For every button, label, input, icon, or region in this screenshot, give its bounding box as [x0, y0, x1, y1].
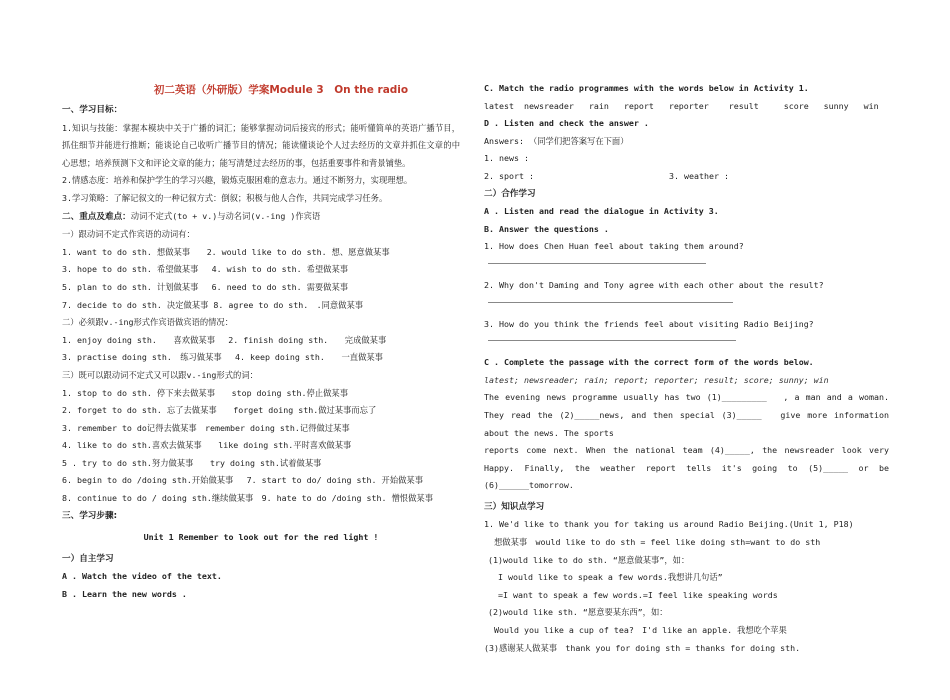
list-item: 4. like to do sth.喜欢去做某事 like doing sth.平时喜欢做某事 [62, 440, 352, 451]
goal-3: 3.学习策略：了解记叙文的一种记叙方式：倒叙；积极与他人合作，共同完成学习任务。 [62, 192, 388, 203]
left-column [62, 80, 460, 604]
question-3: 3. How do you think the friends feel about visiting Radio Beijing? [484, 318, 814, 329]
goal-1: 1.知识与技能：掌握本模块中关于广播的词汇；能够掌握动词后接宾的形式；能听懂简单的英语广播节目，抓住细节并能进行推断；能谈论自己收听广播节目的情况；能读懂谈论个人过去经历的文章并抓住文章的中心思想；培养预测下文和评论文章的能力；能写清楚过去经历的事，包括重要事件和背景铺垫。 [62, 122, 460, 168]
coop-task-c: C . Complete the passage with the correct form of the words below. [484, 357, 814, 368]
key-points-heading: 二、重点及难点： [62, 211, 131, 222]
right-column [484, 80, 889, 657]
knowledge-line: (1)would like to do sth. “愿意做某事”，如： [488, 554, 690, 565]
cooperative-heading: 二）合作学习 [484, 188, 536, 199]
word-list-2: latest; newsreader; rain; report; reporter; result; score; sunny; win [484, 374, 829, 385]
knowledge-line: (2)would like sth. “愿意要某东西”，如： [488, 607, 668, 618]
list-item: 5. plan to do sth. 计划做某事 6. need to do sth. 需要做某事 [62, 281, 349, 292]
list-item: 7. decide to do sth. 决定做某事 8. agree to do sth. .同意做某事 [62, 299, 364, 310]
answer-weather: 3. weather : [669, 170, 729, 181]
knowledge-line: 想做某事 would like to do sth = feel like doing sth=want to do sth [494, 537, 821, 548]
coop-task-a: A . Listen and read the dialogue in Activity 3. [484, 206, 719, 217]
list-item: 1. stop to do sth. 停下来去做某事 stop doing sth.停止做某事 [62, 387, 348, 398]
document-title: 初二英语（外研版）学案Module 3 On the radio [153, 84, 409, 96]
knowledge-line: 1. We'd like to thank you for taking us around Radio Beijing.(Unit 1, P18) [484, 519, 854, 530]
passage-part-1: The evening news programme usually has two (1)_________ , a man and a woman. They read the (2)_____news, and then special (3)_____ give more information about the news. The sports [484, 392, 889, 438]
list-item: 1. want to do sth. 想做某事 2. would like to do sth. 想、愿意做某事 [62, 246, 390, 257]
answer-sport: 2. sport : [484, 170, 534, 181]
unit-title: Unit 1 Remember to look out for the red light ! [143, 532, 379, 543]
sub-heading-infinitive: 一）跟动词不定式作宾语的动词有： [62, 229, 195, 240]
steps-heading: 三、学习步骤: [62, 510, 117, 521]
word-list: latest newsreader rain report reporter result score sunny win [484, 100, 879, 111]
question-1: 1. How does Chen Huan feel about taking them around? [484, 241, 744, 252]
task-d: D . Listen and check the answer . [484, 118, 649, 129]
sub-heading-gerund: 二）必须跟v.-ing形式作宾语做宾语的情况： [62, 317, 234, 328]
goal-2: 2.情感态度：培养和保护学生的学习兴趣，锻炼克服困难的意志力。通过不断努力，实现理想。 [62, 175, 413, 186]
list-item: 6. begin to do /doing sth.开始做某事 7. start to do/ doing sth. 开始做某事 [62, 475, 424, 486]
knowledge-line: (3)感谢某人做某事 thank you for doing sth = thanks for doing sth. [484, 642, 801, 653]
knowledge-line: Would you like a cup of tea? I'd like an apple. 我想吃个苹果 [494, 625, 787, 636]
knowledge-line: I would like to speak a few words.我想讲几句话” [498, 572, 723, 583]
list-item: 3. practise doing sth. 练习做某事 4. keep doing sth. 一直做某事 [62, 352, 383, 363]
answer-row [484, 168, 889, 186]
sub-heading-both: 三）既可以跟动词不定式又可以跟v.-ing形式的词： [62, 369, 258, 380]
knowledge-heading: 三）知识点学习 [484, 501, 545, 512]
task-c: C. Match the radio programmes with the words below in Activity 1. [484, 83, 809, 93]
list-item: 2. forget to do sth. 忘了去做某事 forget doing sth.做过某事而忘了 [62, 405, 377, 416]
list-item: 1. enjoy doing sth. 喜欢做某事 2. finish doing sth. 完成做某事 [62, 334, 387, 345]
list-item: 3. hope to do sth. 希望做某事 4. wish to do sth. 希望做某事 [62, 264, 349, 275]
answer-line [488, 263, 706, 264]
answer-news: 1. news : [484, 153, 529, 164]
knowledge-line: =I want to speak a few words.=I feel like speaking words [498, 589, 778, 600]
answer-line [488, 340, 736, 341]
list-item: 3. remember to do记得去做某事 remember doing sth.记得做过某事 [62, 422, 350, 433]
list-item: 8. continue to do / doing sth.继续做某事 9. hate to do /doing sth. 憎恨做某事 [62, 493, 433, 504]
task-a: A . Watch the video of the text. [62, 571, 222, 582]
coop-task-b: B. Answer the questions . [484, 223, 609, 234]
self-study-heading: 一）自主学习 [62, 553, 114, 564]
passage-part-2: reports come next. When the national team (4)_____, the newsreader look very Happy. Finally, the weather report tells it's going to (5)_____ or be (6)______tomorrow. [484, 445, 889, 491]
goals-heading: 一、学习目标： [62, 105, 123, 115]
question-2: 2. Why don't Daming and Tony agree with each other about the result? [484, 279, 824, 290]
key-points-text: 动词不定式(to + v.)与动名词(v.-ing )作宾语 [130, 210, 321, 221]
task-b: B . Learn the new words . [62, 589, 187, 600]
key-points-line [62, 208, 460, 227]
answer-line [488, 302, 733, 303]
answers-label: Answers: （同学们把答案写在下面） [484, 135, 629, 146]
list-item: 5 . try to do sth.努力做某事 try doing sth.试着做某事 [62, 457, 322, 468]
